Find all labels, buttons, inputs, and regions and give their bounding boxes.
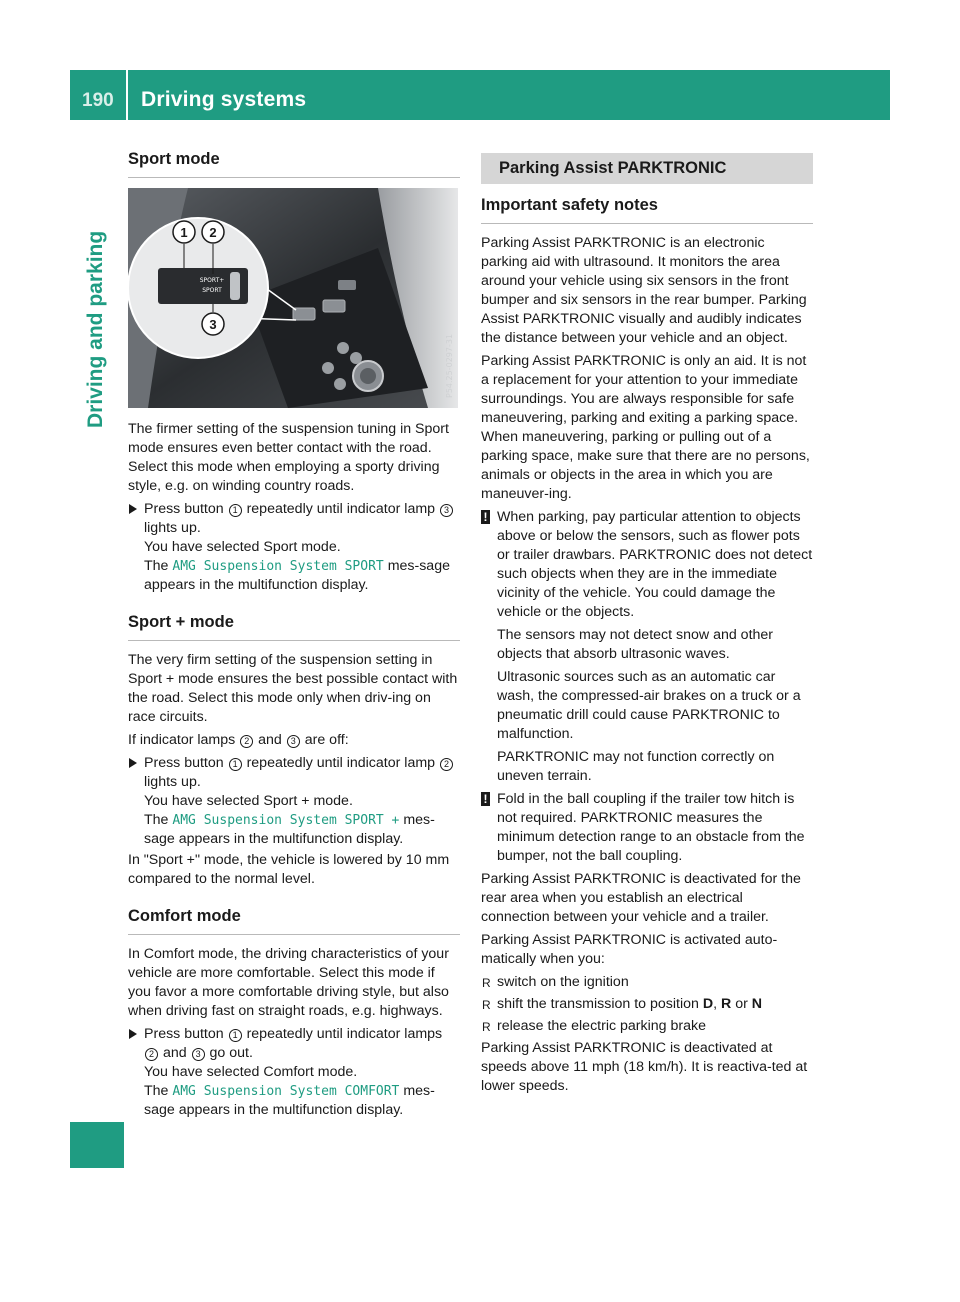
callout-3: 3 (209, 317, 217, 332)
figure-ref-code: P54.25-0297-31 (445, 333, 454, 398)
console-photo (128, 188, 458, 408)
bullet-icon: R (482, 976, 491, 990)
circled-2-icon: 2 (145, 1048, 158, 1061)
header-divider (126, 70, 128, 120)
chapter-title: Driving systems (141, 88, 307, 111)
list-item: R shift the transmission to position D, R or N (481, 995, 813, 1014)
list-item: R release the electric parking brake (481, 1017, 813, 1036)
circled-3-icon: 3 (440, 504, 453, 517)
sport-plus-condition: If indicator lamps 2 and 3 are off: (128, 732, 349, 748)
circled-3-icon: 3 (287, 735, 300, 748)
left-column (128, 150, 460, 1122)
sport-mode-heading: Sport mode (128, 150, 460, 178)
circled-2-icon: 2 (240, 735, 253, 748)
sport-plus-intro: The very firm setting of the suspension setting in Sport + mode ensures the best possible contact with the road. Select this mode only when driv-ing on race circuits. (128, 652, 458, 725)
warning-block: ! When parking, pay particular attention to objects above or below the sensors, such as flower pots or trailer drawbars. PARKTRONIC does not detect such objects when they are in the immediate vicinity of the vehicle. You could damage the vehicle or the objects. The sensors may not detect snow and other objects that absorb ultrasonic waves. Ultrasonic sources such as an automatic car wash, the compressed-air brakes on a truck or a pneumatic drill could cause PARKTRONIC to malfunction. PARKTRONIC may not function correctly on uneven terrain. (481, 508, 813, 786)
sport-step: Press button 1 repeatedly until indicator lamp 3 lights up. You have selected Sport mode. The AMG Suspension System SPORT mes-sage appears in the multifunction display. (128, 500, 460, 595)
circled-1-icon: 1 (229, 504, 242, 517)
svg-text:SPORT+: SPORT+ (199, 277, 225, 284)
side-tab-label: Driving and parking (84, 230, 107, 428)
safety-notes-heading: Important safety notes (481, 196, 813, 224)
paragraph: Parking Assist PARKTRONIC is activated auto-matically when you: (481, 932, 778, 967)
display-message: AMG Suspension System COMFORT (172, 1084, 400, 1099)
circled-3-icon: 3 (192, 1048, 205, 1061)
callout-1: 1 (180, 225, 188, 240)
right-column (481, 153, 813, 1100)
comfort-heading: Comfort mode (128, 907, 460, 935)
warning-block: ! Fold in the ball coupling if the trailer tow hitch is not required. PARKTRONIC measures the minimum detection range to an obstacle from the bumper, not the ball coupling. (481, 790, 813, 866)
circled-1-icon: 1 (229, 758, 242, 771)
paragraph: Parking Assist PARKTRONIC is only an aid. It is not a replacement for your attention to your immediate surroundings. You are always responsible for safe maneuvering, parking and exiting a parking space. When maneuvering, parking or pulling out of a parking space, make sure that there are no persons, animals or objects in the area in which you are maneuver-ing. (481, 353, 810, 502)
circled-1-icon: 1 (229, 1029, 242, 1042)
console-illustration (128, 188, 458, 408)
callout-2: 2 (209, 225, 217, 240)
paragraph: Parking Assist PARKTRONIC is deactivated for the rear area when you establish an electrical connection between your vehicle and a trailer. (481, 871, 801, 925)
warning-icon: ! (481, 792, 490, 806)
step-arrow-icon (129, 504, 137, 514)
sport-plus-step: Press button 1 repeatedly until indicator lamp 2 lights up. You have selected Sport + mode. The AMG Suspension System SPORT + mes-sage appears in the multifunction display. (128, 754, 460, 849)
page-number: 190 (82, 90, 114, 111)
bullet-icon: R (482, 1020, 491, 1034)
paragraph: Parking Assist PARKTRONIC is deactivated at speeds above 11 mph (18 km/h). It is reactiva-ted at lower speeds. (481, 1040, 808, 1094)
side-tab-marker (70, 1122, 124, 1168)
comfort-intro: In Comfort mode, the driving characteristics of your vehicle are more comfortable. Select this mode if you favor a more comfortable driving style, but also when driving fast on straight roads, e.g. highways. (128, 946, 449, 1019)
comfort-step: Press button 1 repeatedly until indicator lamps 2 and 3 go out. You have selected Comfort mode. The AMG Suspension System COMFORT mes-sage appears in the multifunction display. (128, 1025, 460, 1120)
step-arrow-icon (129, 758, 137, 768)
step-arrow-icon (129, 1029, 137, 1039)
display-message: AMG Suspension System SPORT (172, 559, 384, 574)
bullet-icon: R (482, 998, 491, 1012)
sport-intro: The firmer setting of the suspension tuning in Sport mode ensures even better contact with the road. Select this mode when employing a sporty driving style, e.g. on winding country roads. (128, 421, 449, 494)
circled-2-icon: 2 (440, 758, 453, 771)
svg-text:SPORT: SPORT (202, 287, 222, 294)
parktronic-banner: Parking Assist PARKTRONIC (481, 153, 813, 184)
display-message: AMG Suspension System SPORT + (172, 813, 400, 828)
sport-plus-note: In "Sport +" mode, the vehicle is lowered by 10 mm compared to the normal level. (128, 852, 450, 887)
sport-plus-heading: Sport + mode (128, 613, 460, 641)
warning-icon: ! (481, 510, 490, 524)
list-item: R switch on the ignition (481, 973, 813, 992)
page-header (70, 70, 890, 120)
paragraph: Parking Assist PARKTRONIC is an electronic parking aid with ultrasound. It monitors the area around your vehicle using six sensors in the front bumper and six sensors in the rear bumper. Parking Assist PARKTRONIC visually and audibly indicates the distance between your vehicle and an object. (481, 235, 807, 346)
